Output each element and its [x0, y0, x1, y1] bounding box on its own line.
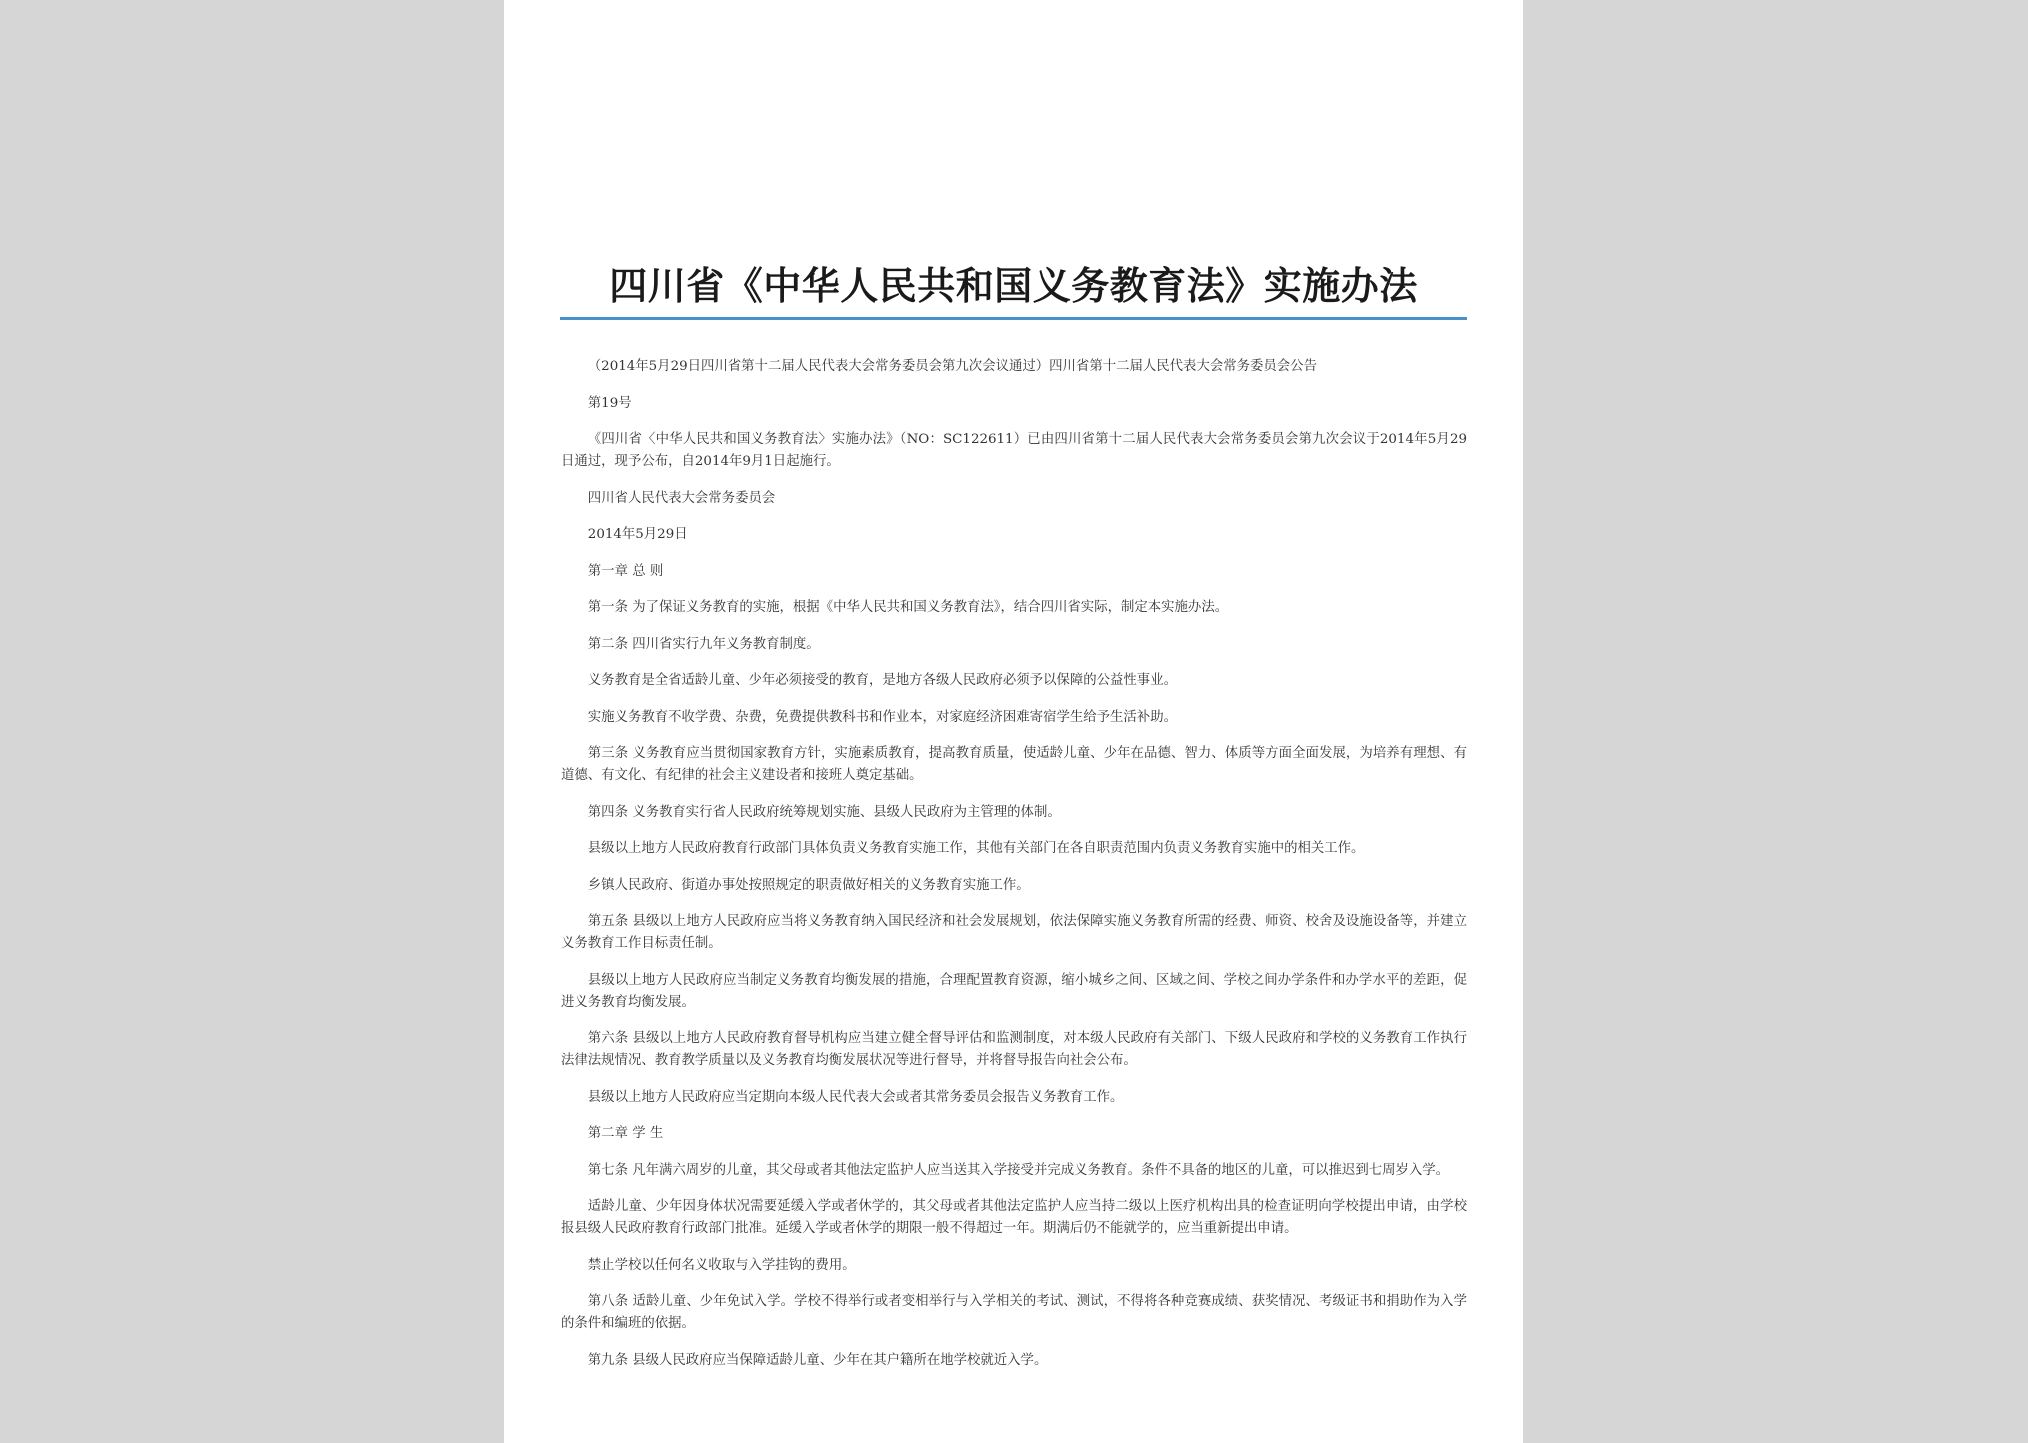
article-9: 第九条 县级人民政府应当保障适龄儿童、少年在其户籍所在地学校就近入学。 [587, 1352, 1048, 1368]
article-4-clause-2: 县级以上地方人民政府教育行政部门具体负责义务教育实施工作，其他有关部门在各自职责范围内负责义务教育实施中的相关工作。 [587, 841, 1365, 856]
article-3: 第三条 义务教育应当贯彻国家教育方针，实施素质教育，提高教育质量，使适龄儿童、少年在品德、智力、体质等方面全面发展，为培养有理想、有道德、有文化、有纪律的社会主义建设者和接班人奠定基础。 [561, 746, 1467, 783]
chapter-heading-1: 第一章 总 则 [587, 563, 664, 579]
article-8: 第八条 适龄儿童、少年免试入学。学校不得举行或者变相举行与入学相关的考试、测试，不得将各种竞赛成绩、获奖情况、考级证书和捐助作为入学的条件和编班的依据。 [561, 1294, 1467, 1331]
article-2-clause-3: 实施义务教育不收学费、杂费，免费提供教科书和作业本，对家庭经济困难寄宿学生给予生活补助。 [587, 709, 1177, 725]
paragraph-issuer: 四川省人民代表大会常务委员会 [587, 490, 776, 506]
article-5-clause-2: 县级以上地方人民政府应当制定义务教育均衡发展的措施，合理配置教育资源，缩小城乡之间、区域之间、学校之间办学条件和办学水平的差距，促进义务教育均衡发展。 [561, 972, 1467, 1010]
article-6-clause-2: 县级以上地方人民政府应当定期向本级人民代表大会或者其常务委员会报告义务教育工作。 [587, 1089, 1124, 1105]
article-2: 第二条 四川省实行九年义务教育制度。 [587, 636, 820, 652]
article-7: 第七条 凡年满六周岁的儿童，其父母或者其他法定监护人应当送其入学接受并完成义务教育。条件不具备的地区的儿童，可以推迟到七周岁入学。 [587, 1162, 1450, 1178]
article-4-clause-3: 乡镇人民政府、街道办事处按照规定的职责做好相关的义务教育实施工作。 [587, 877, 1030, 893]
article-4: 第四条 义务教育实行省人民政府统筹规划实施、县级人民政府为主管理的体制。 [587, 804, 1061, 820]
document-body [561, 356, 1467, 1386]
article-5: 第五条 县级以上地方人民政府应当将义务教育纳入国民经济和社会发展规划，依法保障实施义务教育所需的经费、师资、校舍及设施设备等，并建立义务教育工作目标责任制。 [561, 914, 1467, 951]
paragraph-date: 2014年5月29日 [587, 527, 688, 542]
article-7-clause-2: 适龄儿童、少年因身体状况需要延缓入学或者休学的，其父母或者其他法定监护人应当持二级以上医疗机构出具的检查证明向学校提出申请，由学校报县级人民政府教育行政部门批准。延缓入学或者休学的期限一般不得超过一年。期满后仍不能就学的，应当重新提出申请。 [561, 1199, 1467, 1236]
chapter-heading-2: 第二章 学 生 [587, 1126, 664, 1141]
article-6: 第六条 县级以上地方人民政府教育督导机构应当建立健全督导评估和监测制度，对本级人民政府有关部门、下级人民政府和学校的义务教育工作执行法律法规情况、教育教学质量以及义务教育均衡发展状况等进行督导，并将督导报告向社会公布。 [561, 1031, 1467, 1068]
paragraph-announcement-number: 第19号 [587, 395, 632, 411]
document-title: 四川省《中华人民共和国义务教育法》实施办法 [609, 263, 1418, 308]
paragraph-intro-note: （2014年5月29日四川省第十二届人民代表大会常务委员会第九次会议通过）四川省第十二届人民代表大会常务委员会公告 [587, 359, 1317, 374]
article-7-clause-3: 禁止学校以任何名义收取与入学挂钩的费用。 [587, 1257, 856, 1273]
title-underline [560, 317, 1467, 320]
article-1: 第一条 为了保证义务教育的实施，根据《中华人民共和国义务教育法》，结合四川省实际，制定本实施办法。 [587, 600, 1229, 615]
document-page [504, 0, 1523, 1443]
article-2-clause-2: 义务教育是全省适龄儿童、少年必须接受的教育，是地方各级人民政府必须予以保障的公益性事业。 [587, 673, 1177, 688]
paragraph-announcement-text: 《四川省〈中华人民共和国义务教育法〉实施办法》（NO：SC122611）已由四川省第十二届人民代表大会常务委员会第九次会议于2014年5月29日通过，现予公布，自2014年9月1日起施行。 [561, 432, 1467, 469]
